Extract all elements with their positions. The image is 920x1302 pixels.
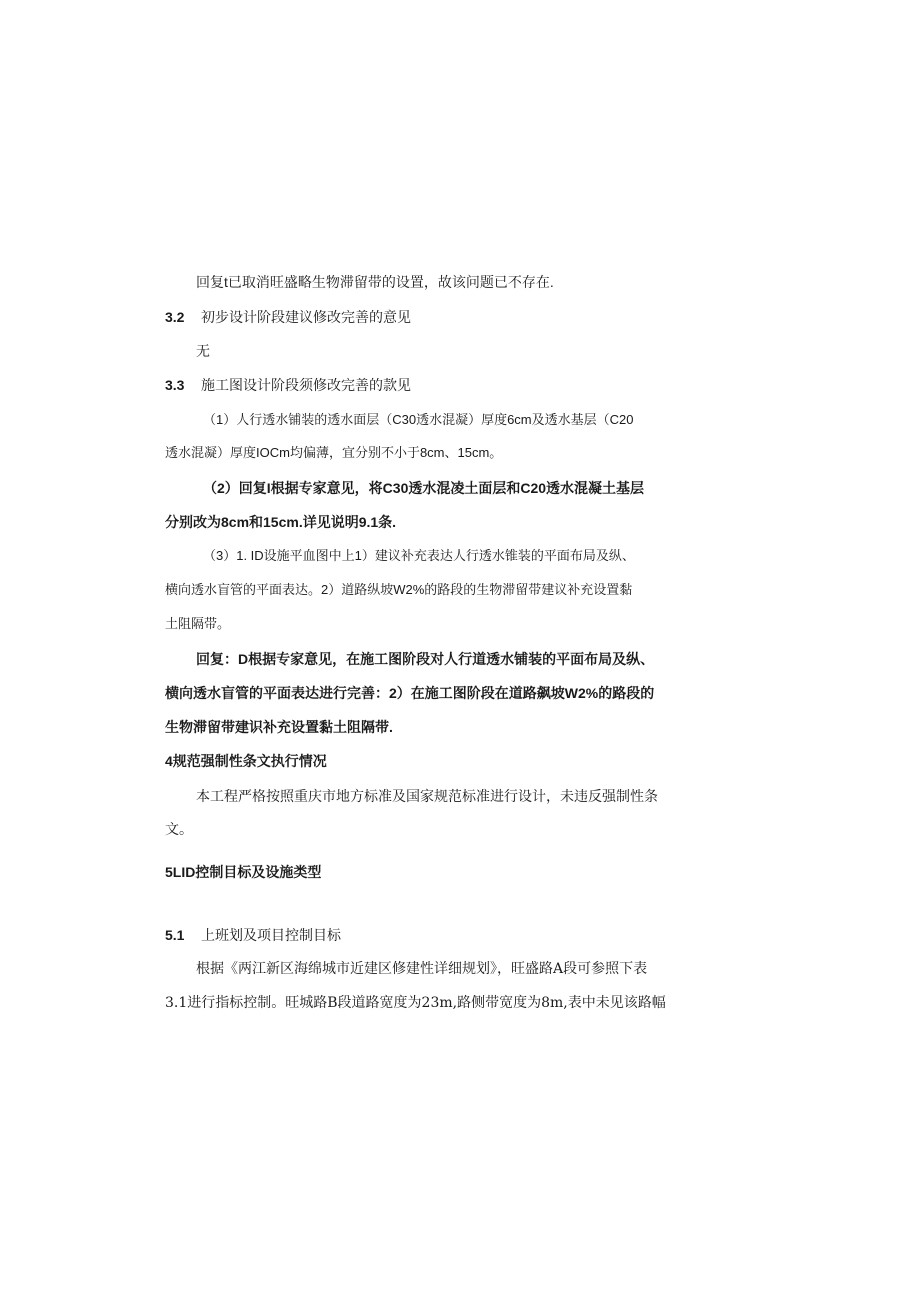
section-number: 3.3 <box>165 377 185 393</box>
item-3-line-2: 横向透水盲管的平面表达。2）道路纵坡W2%的路段的生物滞留带建议补充设置黏 <box>165 582 633 597</box>
item-1-line-2: 透水混凝）厚度IOCm均偏薄，宜分别不小于8cm、15cm。 <box>165 445 503 460</box>
section-4-heading: 4规范强制性条文执行情况 <box>165 753 327 769</box>
item-1-line-1: （1）人行透水铺装的透水面层（C30透水混凝）厚度6cm及透水基层（C20 <box>203 412 634 427</box>
reply-d-line-2: 横向透水盲管的平面表达进行完善：2）在施工图阶段在道路飙坡W2%的路段的 <box>165 685 655 701</box>
section-4-body-line-2: 文。 <box>165 822 193 838</box>
item-3-line-1: （3）1. ID设施平血图中上1）建议补充表达人行透水锥装的平面布局及纵、 <box>203 548 635 563</box>
reply-d-line-1: 回复：D根据专家意见，在施工图阶段对人行道透水铺装的平面布局及纵、 <box>196 651 655 667</box>
section-3-2-body: 无 <box>196 344 210 360</box>
section-3-3-heading <box>165 376 411 394</box>
item-2-line-1: （2）回复I根据专家意见，将C30透水混凌土面层和C20透水混凝土基层 <box>203 480 645 496</box>
section-title: 初步设计阶段建议修改完善的意见 <box>201 309 411 325</box>
item-3-line-3: 土阻隔带。 <box>165 616 231 631</box>
reply-t-line: 回复t已取消旺盛略生物滞留带的设置，故该问题已不存在. <box>196 274 554 290</box>
section-number: 3.2 <box>165 309 185 325</box>
section-title: 上班划及项目控制目标 <box>201 927 341 943</box>
section-title: 施工图设计阶段须修改完善的款见 <box>201 377 411 393</box>
section-4-body-line-1: 本工程严格按照重庆市地方标准及国家规范标准进行设计，未违反强制性条 <box>196 789 658 805</box>
section-5-1-heading <box>165 926 341 944</box>
section-5-1-body-line-1: 根据《两江新区海绵城市近建区修建性详细规划》，旺盛路A段可参照下表 <box>196 961 648 977</box>
section-5-heading: 5LID控制目标及设施类型 <box>165 864 322 880</box>
item-2-line-2: 分别改为8cm和15cm.详见说明9.1条. <box>165 514 397 530</box>
section-number: 5.1 <box>165 927 185 943</box>
section-5-1-body-line-2: 3.1进行指标控制。旺城路B段道路宽度为23m,路侧带宽度为8m,表中未见该路幅 <box>165 995 666 1011</box>
reply-d-line-3: 生物滞留带建识补充设置黏土阻隔带. <box>165 719 393 735</box>
section-3-2-heading <box>165 308 411 326</box>
